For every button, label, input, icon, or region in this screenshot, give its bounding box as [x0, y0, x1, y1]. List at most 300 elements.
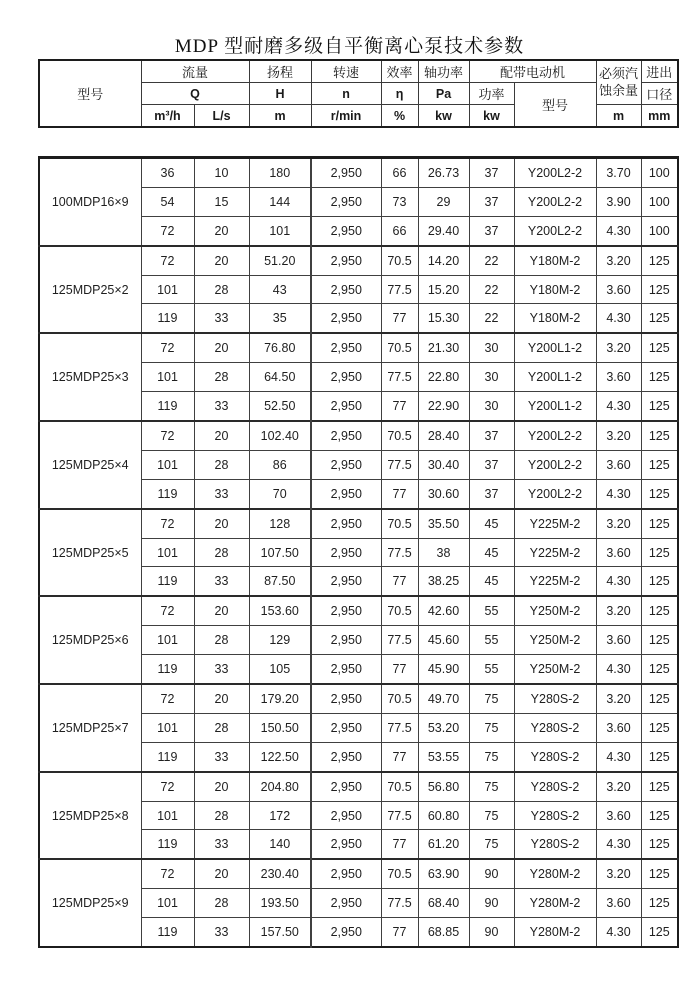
table-cell: 2,950 [311, 392, 381, 421]
table-cell: 70.5 [381, 509, 418, 538]
table-cell: 2,950 [311, 216, 381, 245]
table-cell: 33 [194, 830, 249, 859]
table-cell: 100 [641, 158, 678, 188]
table-cell: 119 [141, 304, 194, 333]
table-cell: 43 [249, 275, 311, 304]
table-cell: 4.30 [596, 216, 641, 245]
table-cell: 20 [194, 772, 249, 801]
spec-table-body [39, 158, 678, 948]
pump-model-cell: 125MDP25×5 [39, 509, 141, 597]
table-cell: 70.5 [381, 246, 418, 275]
table-cell: 37 [469, 479, 514, 508]
header-flow: 流量 [141, 60, 249, 83]
table-cell: 119 [141, 830, 194, 859]
table-cell: 29 [418, 187, 469, 216]
table-cell: 125 [641, 421, 678, 450]
table-cell: Y180M-2 [514, 246, 596, 275]
table-cell: 70.5 [381, 596, 418, 625]
table-cell: 75 [469, 830, 514, 859]
table-cell: 77 [381, 830, 418, 859]
table-cell: 70.5 [381, 333, 418, 362]
table-cell: 77.5 [381, 626, 418, 655]
table-row [39, 421, 678, 450]
table-cell: Y250M-2 [514, 655, 596, 684]
header-motor-model: 型号 [514, 83, 596, 128]
table-cell: 3.60 [596, 275, 641, 304]
table-cell: 21.30 [418, 333, 469, 362]
pump-model-cell: 125MDP25×4 [39, 421, 141, 509]
header-pump-model: 型号 [39, 60, 141, 127]
table-cell: 63.90 [418, 859, 469, 888]
table-cell: 72 [141, 216, 194, 245]
table-cell: Y200L2-2 [514, 187, 596, 216]
pump-model-cell: 125MDP25×9 [39, 859, 141, 947]
table-cell: 22 [469, 275, 514, 304]
table-cell: 2,950 [311, 538, 381, 567]
table-cell: Y280S-2 [514, 684, 596, 713]
table-cell: 22.90 [418, 392, 469, 421]
table-cell: 2,950 [311, 275, 381, 304]
table-cell: 4.30 [596, 479, 641, 508]
table-row [39, 158, 678, 188]
table-cell: 20 [194, 246, 249, 275]
table-cell: 20 [194, 684, 249, 713]
table-cell: 4.30 [596, 830, 641, 859]
table-cell: 105 [249, 655, 311, 684]
table-cell: 2,950 [311, 918, 381, 947]
table-cell: Y280S-2 [514, 772, 596, 801]
table-cell: 100 [641, 216, 678, 245]
table-cell: 72 [141, 509, 194, 538]
table-cell: Y225M-2 [514, 538, 596, 567]
table-cell: 119 [141, 479, 194, 508]
table-cell: 35.50 [418, 509, 469, 538]
table-cell: 125 [641, 392, 678, 421]
table-cell: 77.5 [381, 363, 418, 392]
table-cell: 37 [469, 158, 514, 188]
table-cell: 125 [641, 918, 678, 947]
table-cell: 45 [469, 567, 514, 596]
table-cell: 15 [194, 187, 249, 216]
table-cell: 2,950 [311, 713, 381, 742]
table-cell: Y200L1-2 [514, 392, 596, 421]
table-cell: 3.60 [596, 538, 641, 567]
table-cell: 70.5 [381, 859, 418, 888]
table-cell: Y250M-2 [514, 596, 596, 625]
table-cell: 64.50 [249, 363, 311, 392]
table-cell: 90 [469, 889, 514, 918]
table-cell: 2,950 [311, 479, 381, 508]
table-cell: 101 [141, 626, 194, 655]
table-row [39, 509, 678, 538]
table-cell: Y200L2-2 [514, 479, 596, 508]
table-cell: 28 [194, 450, 249, 479]
table-cell: 66 [381, 216, 418, 245]
table-cell: 30.40 [418, 450, 469, 479]
table-cell: 28 [194, 538, 249, 567]
table-cell: 28 [194, 363, 249, 392]
pump-model-cell: 100MDP16×9 [39, 158, 141, 246]
table-row [39, 859, 678, 888]
table-cell: 37 [469, 187, 514, 216]
header-flow-unit-m3h: m³/h [141, 105, 194, 128]
table-cell: 53.55 [418, 742, 469, 771]
table-cell: 22 [469, 246, 514, 275]
table-cell: 70.5 [381, 772, 418, 801]
table-cell: Y180M-2 [514, 304, 596, 333]
header-shaft-power-symbol: Pa [418, 83, 469, 105]
table-cell: 101 [141, 801, 194, 830]
table-cell: 2,950 [311, 684, 381, 713]
table-cell: 28 [194, 626, 249, 655]
header-flow-symbol: Q [141, 83, 249, 105]
table-cell: 15.20 [418, 275, 469, 304]
table-cell: 28 [194, 801, 249, 830]
table-cell: 180 [249, 158, 311, 188]
table-cell: 101 [141, 363, 194, 392]
table-cell: 3.60 [596, 626, 641, 655]
table-cell: 33 [194, 567, 249, 596]
table-cell: 20 [194, 421, 249, 450]
table-cell: 4.30 [596, 918, 641, 947]
table-cell: 15.30 [418, 304, 469, 333]
table-cell: 4.30 [596, 742, 641, 771]
table-cell: 125 [641, 246, 678, 275]
table-cell: 230.40 [249, 859, 311, 888]
table-cell: 77 [381, 567, 418, 596]
table-cell: 2,950 [311, 304, 381, 333]
table-cell: 125 [641, 333, 678, 362]
table-cell: 52.50 [249, 392, 311, 421]
table-cell: 77 [381, 918, 418, 947]
table-cell: Y200L2-2 [514, 158, 596, 188]
table-cell: 22 [469, 304, 514, 333]
table-cell: 128 [249, 509, 311, 538]
table-cell: 125 [641, 772, 678, 801]
table-cell: 3.90 [596, 187, 641, 216]
table-cell: 2,950 [311, 333, 381, 362]
table-cell: 2,950 [311, 187, 381, 216]
header-npsh-line1: 必须汽 [599, 65, 639, 81]
header-motor-power: 功率 [469, 83, 514, 105]
table-cell: Y280S-2 [514, 713, 596, 742]
table-cell: 2,950 [311, 859, 381, 888]
table-cell: 119 [141, 567, 194, 596]
table-cell: 101 [141, 538, 194, 567]
table-cell: 2,950 [311, 450, 381, 479]
table-cell: Y280S-2 [514, 830, 596, 859]
table-cell: 66 [381, 158, 418, 188]
table-cell: 30 [469, 333, 514, 362]
table-cell: 3.20 [596, 333, 641, 362]
table-cell: 3.60 [596, 363, 641, 392]
table-cell: 101 [141, 275, 194, 304]
table-cell: 144 [249, 187, 311, 216]
table-cell: 20 [194, 596, 249, 625]
header-row-1 [39, 60, 678, 83]
header-motor-power-unit: kw [469, 105, 514, 128]
table-cell: 3.20 [596, 772, 641, 801]
table-cell: 2,950 [311, 801, 381, 830]
table-cell: 28.40 [418, 421, 469, 450]
table-cell: 20 [194, 333, 249, 362]
table-cell: 2,950 [311, 363, 381, 392]
table-cell: 30 [469, 392, 514, 421]
table-cell: 125 [641, 889, 678, 918]
table-cell: 72 [141, 596, 194, 625]
header-bore-line1: 进出 [641, 60, 678, 83]
table-cell: 90 [469, 918, 514, 947]
table-cell: 125 [641, 567, 678, 596]
header-flow-unit-ls: L/s [194, 105, 249, 128]
table-cell: 119 [141, 392, 194, 421]
table-cell: 125 [641, 859, 678, 888]
table-cell: 4.30 [596, 392, 641, 421]
pump-model-cell: 125MDP25×3 [39, 333, 141, 421]
table-cell: 3.70 [596, 158, 641, 188]
table-cell: 125 [641, 275, 678, 304]
header-motor-group: 配带电动机 [469, 60, 596, 83]
table-cell: 77.5 [381, 275, 418, 304]
pump-model-cell: 125MDP25×2 [39, 246, 141, 334]
table-cell: Y280S-2 [514, 742, 596, 771]
table-cell: 3.20 [596, 684, 641, 713]
table-cell: Y180M-2 [514, 275, 596, 304]
table-cell: 4.30 [596, 567, 641, 596]
table-cell: 101 [141, 450, 194, 479]
table-cell: Y200L1-2 [514, 363, 596, 392]
table-cell: 73 [381, 187, 418, 216]
table-cell: 45.60 [418, 626, 469, 655]
table-cell: 140 [249, 830, 311, 859]
table-cell: 101 [141, 713, 194, 742]
table-row [39, 684, 678, 713]
table-cell: 72 [141, 772, 194, 801]
table-cell: 125 [641, 509, 678, 538]
table-cell: 45 [469, 509, 514, 538]
header-npsh-line2: 蚀余量 [599, 82, 639, 98]
table-cell: 3.60 [596, 889, 641, 918]
table-cell: 36 [141, 158, 194, 188]
table-cell: 38.25 [418, 567, 469, 596]
table-cell: 72 [141, 684, 194, 713]
table-cell: 49.70 [418, 684, 469, 713]
table-row [39, 772, 678, 801]
table-cell: 35 [249, 304, 311, 333]
table-cell: 204.80 [249, 772, 311, 801]
table-cell: 75 [469, 772, 514, 801]
table-cell: 2,950 [311, 158, 381, 188]
table-cell: 26.73 [418, 158, 469, 188]
table-cell: 3.60 [596, 801, 641, 830]
table-cell: 125 [641, 684, 678, 713]
table-cell: 90 [469, 859, 514, 888]
pump-model-cell: 125MDP25×6 [39, 596, 141, 684]
table-cell: 157.50 [249, 918, 311, 947]
table-cell: 68.40 [418, 889, 469, 918]
table-cell: 77.5 [381, 713, 418, 742]
header-efficiency-unit: % [381, 105, 418, 128]
header-efficiency-symbol: η [381, 83, 418, 105]
table-cell: 53.20 [418, 713, 469, 742]
table-cell: Y280M-2 [514, 889, 596, 918]
table-cell: Y200L2-2 [514, 421, 596, 450]
table-cell: 77 [381, 304, 418, 333]
table-cell: 119 [141, 742, 194, 771]
table-cell: 3.20 [596, 246, 641, 275]
table-cell: 33 [194, 392, 249, 421]
table-cell: 77.5 [381, 450, 418, 479]
header-bore-unit: mm [641, 105, 678, 128]
table-cell: 2,950 [311, 742, 381, 771]
table-cell: 119 [141, 918, 194, 947]
table-cell: 60.80 [418, 801, 469, 830]
table-cell: 3.20 [596, 421, 641, 450]
table-cell: 77.5 [381, 801, 418, 830]
page-title: MDP 型耐磨多级自平衡离心泵技术参数 [174, 36, 525, 57]
table-cell: 37 [469, 216, 514, 245]
table-cell: Y250M-2 [514, 626, 596, 655]
table-cell: 87.50 [249, 567, 311, 596]
table-cell: 70 [249, 479, 311, 508]
table-cell: 70.5 [381, 684, 418, 713]
table-cell: 28 [194, 713, 249, 742]
table-cell: 55 [469, 596, 514, 625]
table-cell: 3.60 [596, 450, 641, 479]
table-cell: 119 [141, 655, 194, 684]
header-bore-line2: 口径 [641, 83, 678, 105]
table-cell: 28 [194, 275, 249, 304]
table-cell: 45.90 [418, 655, 469, 684]
table-cell: 30 [469, 363, 514, 392]
header-speed-symbol: n [311, 83, 381, 105]
table-cell: 102.40 [249, 421, 311, 450]
table-row [39, 596, 678, 625]
table-cell: 37 [469, 450, 514, 479]
table-cell: 77 [381, 655, 418, 684]
table-cell: 68.85 [418, 918, 469, 947]
table-cell: 125 [641, 450, 678, 479]
table-cell: 125 [641, 801, 678, 830]
table-cell: 86 [249, 450, 311, 479]
table-cell: Y280M-2 [514, 859, 596, 888]
table-cell: 2,950 [311, 567, 381, 596]
table-cell: 122.50 [249, 742, 311, 771]
table-cell: Y225M-2 [514, 509, 596, 538]
table-cell: 56.80 [418, 772, 469, 801]
table-cell: 4.30 [596, 304, 641, 333]
table-cell: 3.20 [596, 859, 641, 888]
table-cell: 2,950 [311, 421, 381, 450]
table-cell: 33 [194, 918, 249, 947]
table-cell: 72 [141, 859, 194, 888]
table-cell: Y200L1-2 [514, 333, 596, 362]
table-cell: 30.60 [418, 479, 469, 508]
header-speed-unit: r/min [311, 105, 381, 128]
table-cell: 72 [141, 246, 194, 275]
table-cell: 2,950 [311, 830, 381, 859]
table-cell: 75 [469, 801, 514, 830]
table-cell: 77.5 [381, 538, 418, 567]
header-efficiency: 效率 [381, 60, 418, 83]
table-cell: Y225M-2 [514, 567, 596, 596]
table-cell: 38 [418, 538, 469, 567]
table-cell: 125 [641, 363, 678, 392]
table-cell: 3.20 [596, 509, 641, 538]
table-cell: 55 [469, 655, 514, 684]
header-npsh-unit: m [596, 105, 641, 128]
spec-header-table [38, 59, 679, 128]
table-cell: 14.20 [418, 246, 469, 275]
table-cell: 100 [641, 187, 678, 216]
table-cell: 77 [381, 392, 418, 421]
table-row [39, 246, 678, 275]
table-cell: 2,950 [311, 509, 381, 538]
table-cell: 72 [141, 333, 194, 362]
table-cell: 77.5 [381, 889, 418, 918]
table-cell: 125 [641, 479, 678, 508]
table-cell: 101 [249, 216, 311, 245]
table-cell: 33 [194, 479, 249, 508]
table-cell: 125 [641, 742, 678, 771]
table-cell: 33 [194, 304, 249, 333]
header-npsh [596, 60, 641, 105]
table-cell: 172 [249, 801, 311, 830]
table-cell: 33 [194, 655, 249, 684]
table-cell: 179.20 [249, 684, 311, 713]
table-cell: 125 [641, 626, 678, 655]
header-head-unit: m [249, 105, 311, 128]
spec-body-table [38, 156, 679, 948]
table-cell: 2,950 [311, 655, 381, 684]
header-head-symbol: H [249, 83, 311, 105]
table-cell: 42.60 [418, 596, 469, 625]
header-shaft-power: 轴功率 [418, 60, 469, 83]
table-cell: 61.20 [418, 830, 469, 859]
table-cell: 28 [194, 889, 249, 918]
table-cell: 193.50 [249, 889, 311, 918]
table-cell: 45 [469, 538, 514, 567]
table-cell: 20 [194, 216, 249, 245]
table-cell: 125 [641, 713, 678, 742]
table-cell: 51.20 [249, 246, 311, 275]
table-cell: 72 [141, 421, 194, 450]
table-cell: 76.80 [249, 333, 311, 362]
header-head: 扬程 [249, 60, 311, 83]
pump-model-cell: 125MDP25×8 [39, 772, 141, 860]
table-cell: Y280S-2 [514, 801, 596, 830]
table-cell: 77 [381, 479, 418, 508]
table-cell: 75 [469, 684, 514, 713]
table-row [39, 333, 678, 362]
table-cell: 75 [469, 713, 514, 742]
table-cell: 2,950 [311, 596, 381, 625]
table-cell: 20 [194, 859, 249, 888]
table-cell: 2,950 [311, 626, 381, 655]
table-cell: Y200L2-2 [514, 450, 596, 479]
table-cell: 125 [641, 655, 678, 684]
table-cell: 55 [469, 626, 514, 655]
table-cell: 22.80 [418, 363, 469, 392]
table-cell: 153.60 [249, 596, 311, 625]
header-shaft-power-unit: kw [418, 105, 469, 128]
table-cell: 107.50 [249, 538, 311, 567]
table-cell: 54 [141, 187, 194, 216]
table-cell: Y280M-2 [514, 918, 596, 947]
header-speed: 转速 [311, 60, 381, 83]
table-cell: 125 [641, 830, 678, 859]
table-cell: 129 [249, 626, 311, 655]
